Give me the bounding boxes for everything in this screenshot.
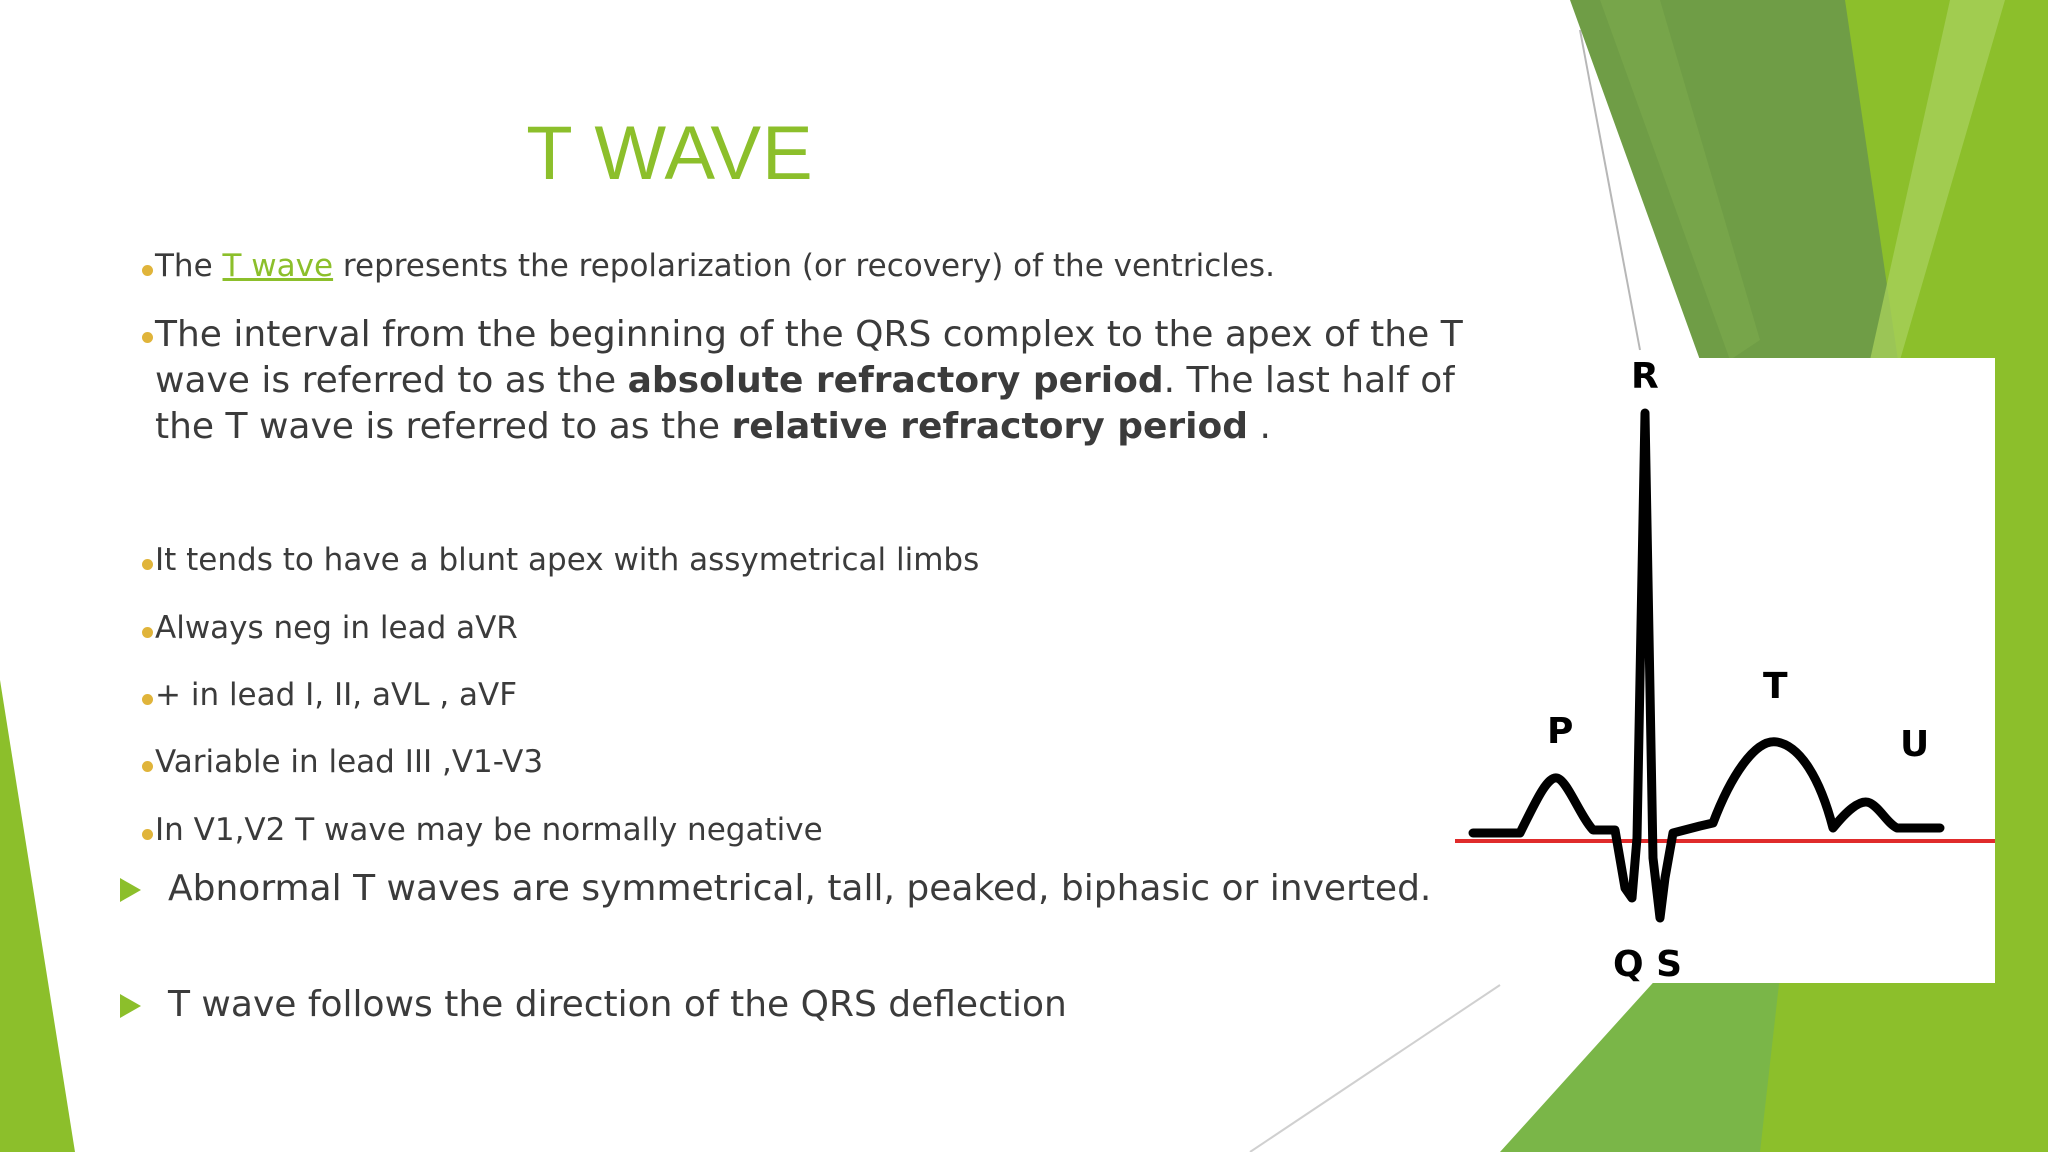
bullet-dot-icon — [142, 761, 153, 772]
ecg-waveform-diagram — [1455, 358, 1995, 983]
ecg-label-qs: Q S — [1613, 944, 1683, 983]
bullet-v1-v2-negative: In V1,V2 T wave may be normally negative — [155, 812, 823, 848]
bullet-t-wave-definition: The T wave represents the repolarization (or recovery) of the ventricles. — [155, 248, 1275, 284]
bullet-dot-icon — [142, 559, 153, 570]
ecg-label-p: P — [1547, 711, 1574, 752]
relative-refractory-term: relative refractory period — [731, 406, 1248, 447]
bullet-positive-leads: + in lead I, II, aVL , aVF — [155, 677, 517, 713]
bullet-dot-icon — [142, 694, 153, 705]
bullet-qrs-direction: T wave follows the direction of the QRS deflection — [168, 982, 1067, 1028]
bullet-dot-icon — [142, 627, 153, 638]
bottom-green-shape-light — [1760, 975, 2048, 1152]
bullet-dot-icon — [142, 265, 153, 276]
bullet-dot-icon — [142, 829, 153, 840]
bullet-abnormal-t-waves: Abnormal T waves are symmetrical, tall, peaked, biphasic or inverted. — [168, 866, 1431, 912]
slide-title: T WAVE — [526, 111, 814, 196]
ecg-label-u: U — [1900, 724, 1930, 765]
ecg-label-r: R — [1631, 358, 1659, 397]
triangle-bullet-icon — [120, 878, 141, 902]
thin-decor-line-2 — [1250, 985, 1500, 1152]
left-green-sliver — [0, 680, 75, 1152]
absolute-refractory-term: absolute refractory period — [627, 360, 1164, 401]
bullet-dot-icon — [142, 332, 153, 343]
bullet-blunt-apex: It tends to have a blunt apex with assymetrical limbs — [155, 542, 979, 578]
ecg-label-t: T — [1763, 666, 1788, 707]
t-wave-link[interactable]: T wave — [222, 248, 334, 284]
bullet-neg-avr: Always neg in lead aVR — [155, 610, 518, 646]
bullet-variable-leads: Variable in lead III ,V1-V3 — [155, 744, 543, 780]
bullet-refractory-periods: The interval from the beginning of the QRS complex to the apex of the T wave is referred to as the absolute refractory period. The last half of the T wave is referred to as the relative refractory period . — [155, 312, 1485, 450]
triangle-bullet-icon — [120, 994, 141, 1018]
